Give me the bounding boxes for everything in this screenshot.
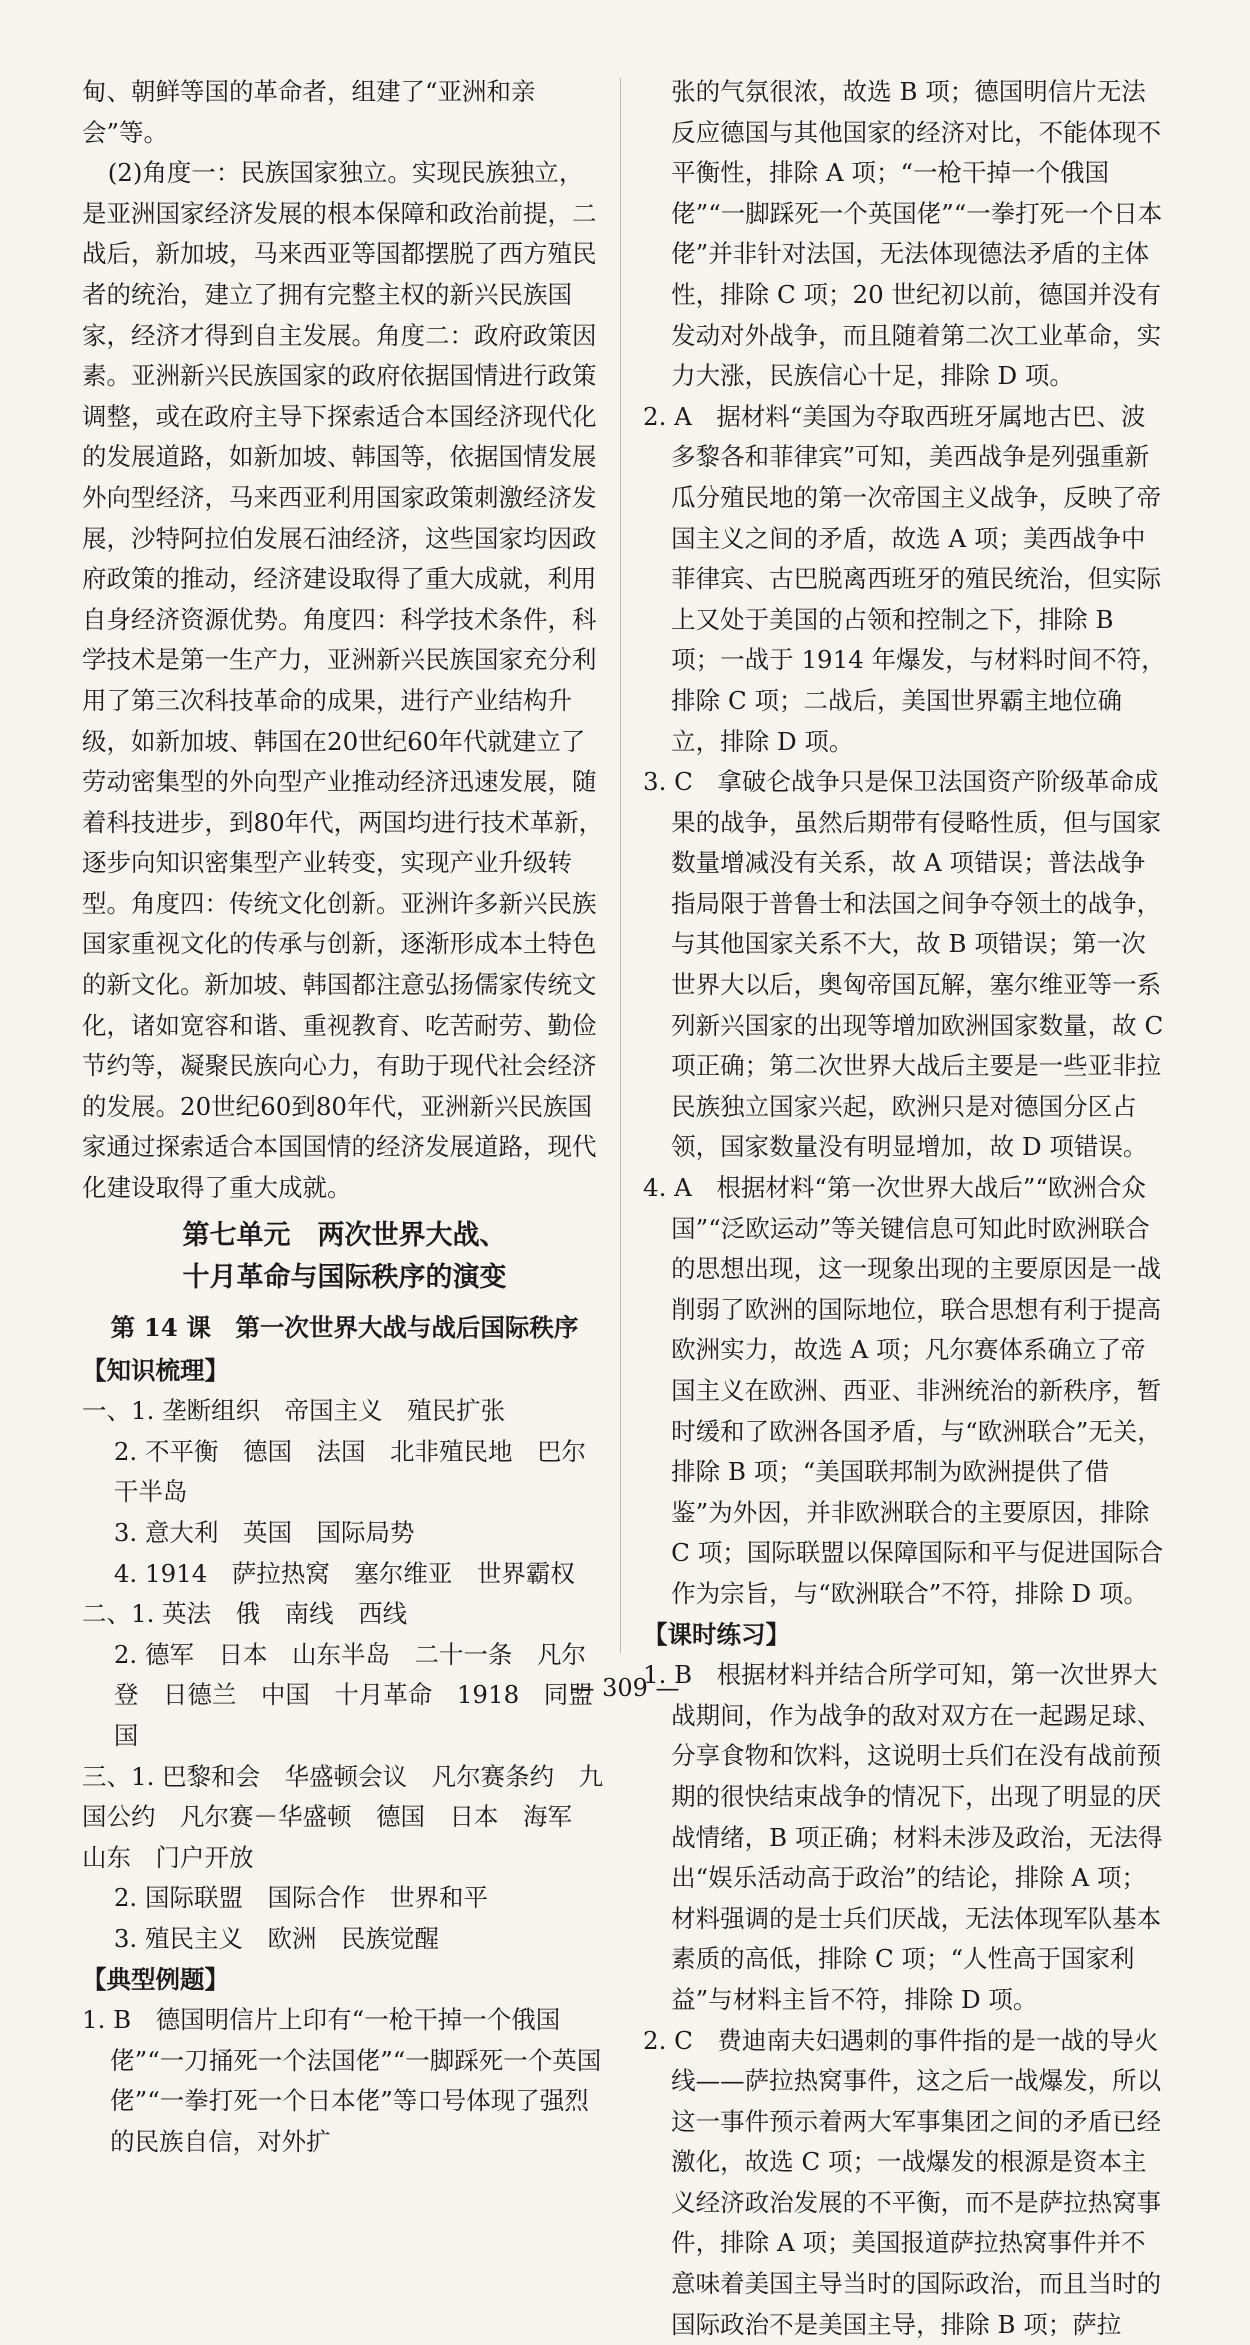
- knowledge-item: 3. 殖民主义 欧洲 民族觉醒: [82, 1919, 607, 1960]
- example-answer: 2. A 据材料“美国为夺取西班牙属地古巴、波多黎各和菲律宾”可知，美西战争是列强重新瓜分殖民地的第一次帝国主义战争，反映了帝国主义之间的矛盾，故选 A 项；美西战争中菲律宾、古巴脱离西班牙的殖民统治，但实际上又处于美国的占领和控制之下，排除 B 项；一战于 1914 年爆发，与材料时间不符，排除 C 项；二战后，美国世界霸主地位确立，排除 D 项。: [643, 397, 1168, 762]
- unit-title-line-2: 十月革命与国际秩序的演变: [82, 1257, 607, 1299]
- knowledge-item: 二、1. 英法 俄 南线 西线: [82, 1594, 607, 1635]
- section-practice-heading: 【课时练习】: [643, 1615, 1168, 1656]
- example-answer: 3. C 拿破仑战争只是保卫法国资产阶级革命成果的战争，虽然后期带有侵略性质，但与国家数量增减没有关系，故 A 项错误；普法战争指局限于普鲁士和法国之间争夺领土的战争，与其他国家关系不大，故 B 项错误；第一次世界大以后，奥匈帝国瓦解，塞尔维亚等一系列新兴国家的出现等增加欧洲国家数量，故 C 项正确；第二次世界大战后主要是一些亚非拉民族独立国家兴起，欧洲只是对德国分区占领，国家数量没有明显增加，故 D 项错误。: [643, 762, 1168, 1168]
- knowledge-item: 2. 国际联盟 国际合作 世界和平: [82, 1878, 607, 1919]
- answer-paragraph: (2)角度一：民族国家独立。实现民族独立，是亚洲国家经济发展的根本保障和政治前提，二战后，新加坡，马来西亚等国都摆脱了西方殖民者的统治，建立了拥有完整主权的新兴民族国家，经济才得到自主发展。角度二：政府政策因素。亚洲新兴民族国家的政府依据国情进行政策调整，或在政府主导下探索适合本国经济现代化的发展道路，如新加坡、韩国等，依据国情发展外向型经济，马来西亚利用国家政策刺激经济发展，沙特阿拉伯发展石油经济，这些国家均因政府政策的推动，经济建设取得了重大成就，利用自身经济资源优势。角度四：科学技术条件，科学技术是第一生产力，亚洲新兴民族国家充分利用了第三次科技革命的成果，进行产业结构升级，如新加坡、韩国在20世纪60年代就建立了劳动密集型的外向型产业推动经济迅速发展，随着科技进步，到80年代，两国均进行技术革新，逐步向知识密集型产业转变，实现产业升级转型。角度四：传统文化创新。亚洲许多新兴民族国家重视文化的传承与创新，逐渐形成本土特色的新文化。新加坡、韩国都注意弘扬儒家传统文化，诸如宽容和谐、重视教育、吃苦耐劳、勤俭节约等，凝聚民族向心力，有助于现代社会经济的发展。20世纪60到80年代，亚洲新兴民族国家通过探索适合本国国情的经济发展道路，现代化建设取得了重大成就。: [82, 153, 607, 1208]
- section-knowledge-heading: 【知识梳理】: [82, 1351, 607, 1392]
- knowledge-item: 一、1. 垄断组织 帝国主义 殖民扩张: [82, 1391, 607, 1432]
- example-answer-continuation: 张的气氛很浓，故选 B 项；德国明信片无法反应德国与其他国家的经济对比，不能体现不平衡性，排除 A 项；“一枪干掉一个俄国佬”“一脚踩死一个英国佬”“一拳打死一个日本佬”并非针对法国，无法体现德法矛盾的主体性，排除 C 项；20 世纪初以前，德国并没有发动对外战争，而且随着第二次工业革命，实力大涨，民族信心十足，排除 D 项。: [643, 72, 1168, 397]
- knowledge-item: 2. 不平衡 德国 法国 北非殖民地 巴尔干半岛: [82, 1432, 607, 1513]
- knowledge-item: 3. 意大利 英国 国际局势: [82, 1513, 607, 1554]
- answer-continuation: 甸、朝鲜等国的革命者，组建了“亚洲和亲会”等。: [82, 72, 607, 153]
- unit-title: [82, 1215, 607, 1299]
- practice-answer: 2. C 费迪南夫妇遇刺的事件指的是一战的导火线——萨拉热窝事件，这之后一战爆发，所以这一事件预示着两大军事集团之间的矛盾已经激化，故选 C 项；一战爆发的根源是资本主义经济政治发展的不平衡，而不是萨拉热窝事件，排除 A 项；美国报道萨拉热窝事件并不意味着美国主导当时的国际政治，而且当时的国际政治不是美国主导，排除 B 项；萨拉: [643, 2021, 1168, 2345]
- column-divider: [620, 78, 621, 1653]
- knowledge-item: 2. 德军 日本 山东半岛 二十一条 凡尔登 日德兰 中国 十月革命 1918 同盟国: [82, 1635, 607, 1757]
- example-answer: 4. A 根据材料“第一次世界大战后”“欧洲合众国”“泛欧运动”等关键信息可知此时欧洲联合的思想出现，这一现象出现的主要原因是一战削弱了欧洲的国际地位，联合思想有利于提高欧洲实力，故选 A 项；凡尔赛体系确立了帝国主义在欧洲、西亚、非洲统治的新秩序，暂时缓和了欧洲各国矛盾，与“欧洲联合”无关，排除 B 项；“美国联邦制为欧洲提供了借鉴”为外因，并非欧洲联合的主要原因，排除 C 项；国际联盟以保障国际和平与促进国际合作为宗旨，与“欧洲联合”不符，排除 D 项。: [643, 1168, 1168, 1615]
- practice-answer: 1. B 根据材料并结合所学可知，第一次世界大战期间，作为战争的敌对双方在一起踢足球、分享食物和饮料，这说明士兵们在没有战前预期的很快结束战争的情况下，出现了明显的厌战情绪，B 项正确；材料未涉及政治，无法得出“娱乐活动高于政治”的结论，排除 A 项；材料强调的是士兵们厌战，无法体现军队基本素质的高低，排除 C 项；“人性高于国家利益”与材料主旨不符，排除 D 项。: [643, 1655, 1168, 2020]
- section-examples-heading: 【典型例题】: [82, 1960, 607, 2001]
- knowledge-item: 4. 1914 萨拉热窝 塞尔维亚 世界霸权: [82, 1554, 607, 1595]
- unit-title-line-1: 第七单元 两次世界大战、: [82, 1215, 607, 1257]
- lesson-title: 第 14 课 第一次世界大战与战后国际秩序: [82, 1307, 607, 1349]
- knowledge-item: 三、1. 巴黎和会 华盛顿会议 凡尔赛条约 九国公约 凡尔赛－华盛顿 德国 日本 海军 山东 门户开放: [82, 1757, 607, 1879]
- page-number: — 309 —: [0, 1674, 1250, 1702]
- left-column: [82, 72, 607, 2163]
- right-column: [643, 72, 1168, 2345]
- example-answer: 1. B 德国明信片上印有“一枪干掉一个俄国佬”“一刀捅死一个法国佬”“一脚踩死一个英国佬”“一拳打死一个日本佬”等口号体现了强烈的民族自信，对外扩: [82, 2000, 607, 2162]
